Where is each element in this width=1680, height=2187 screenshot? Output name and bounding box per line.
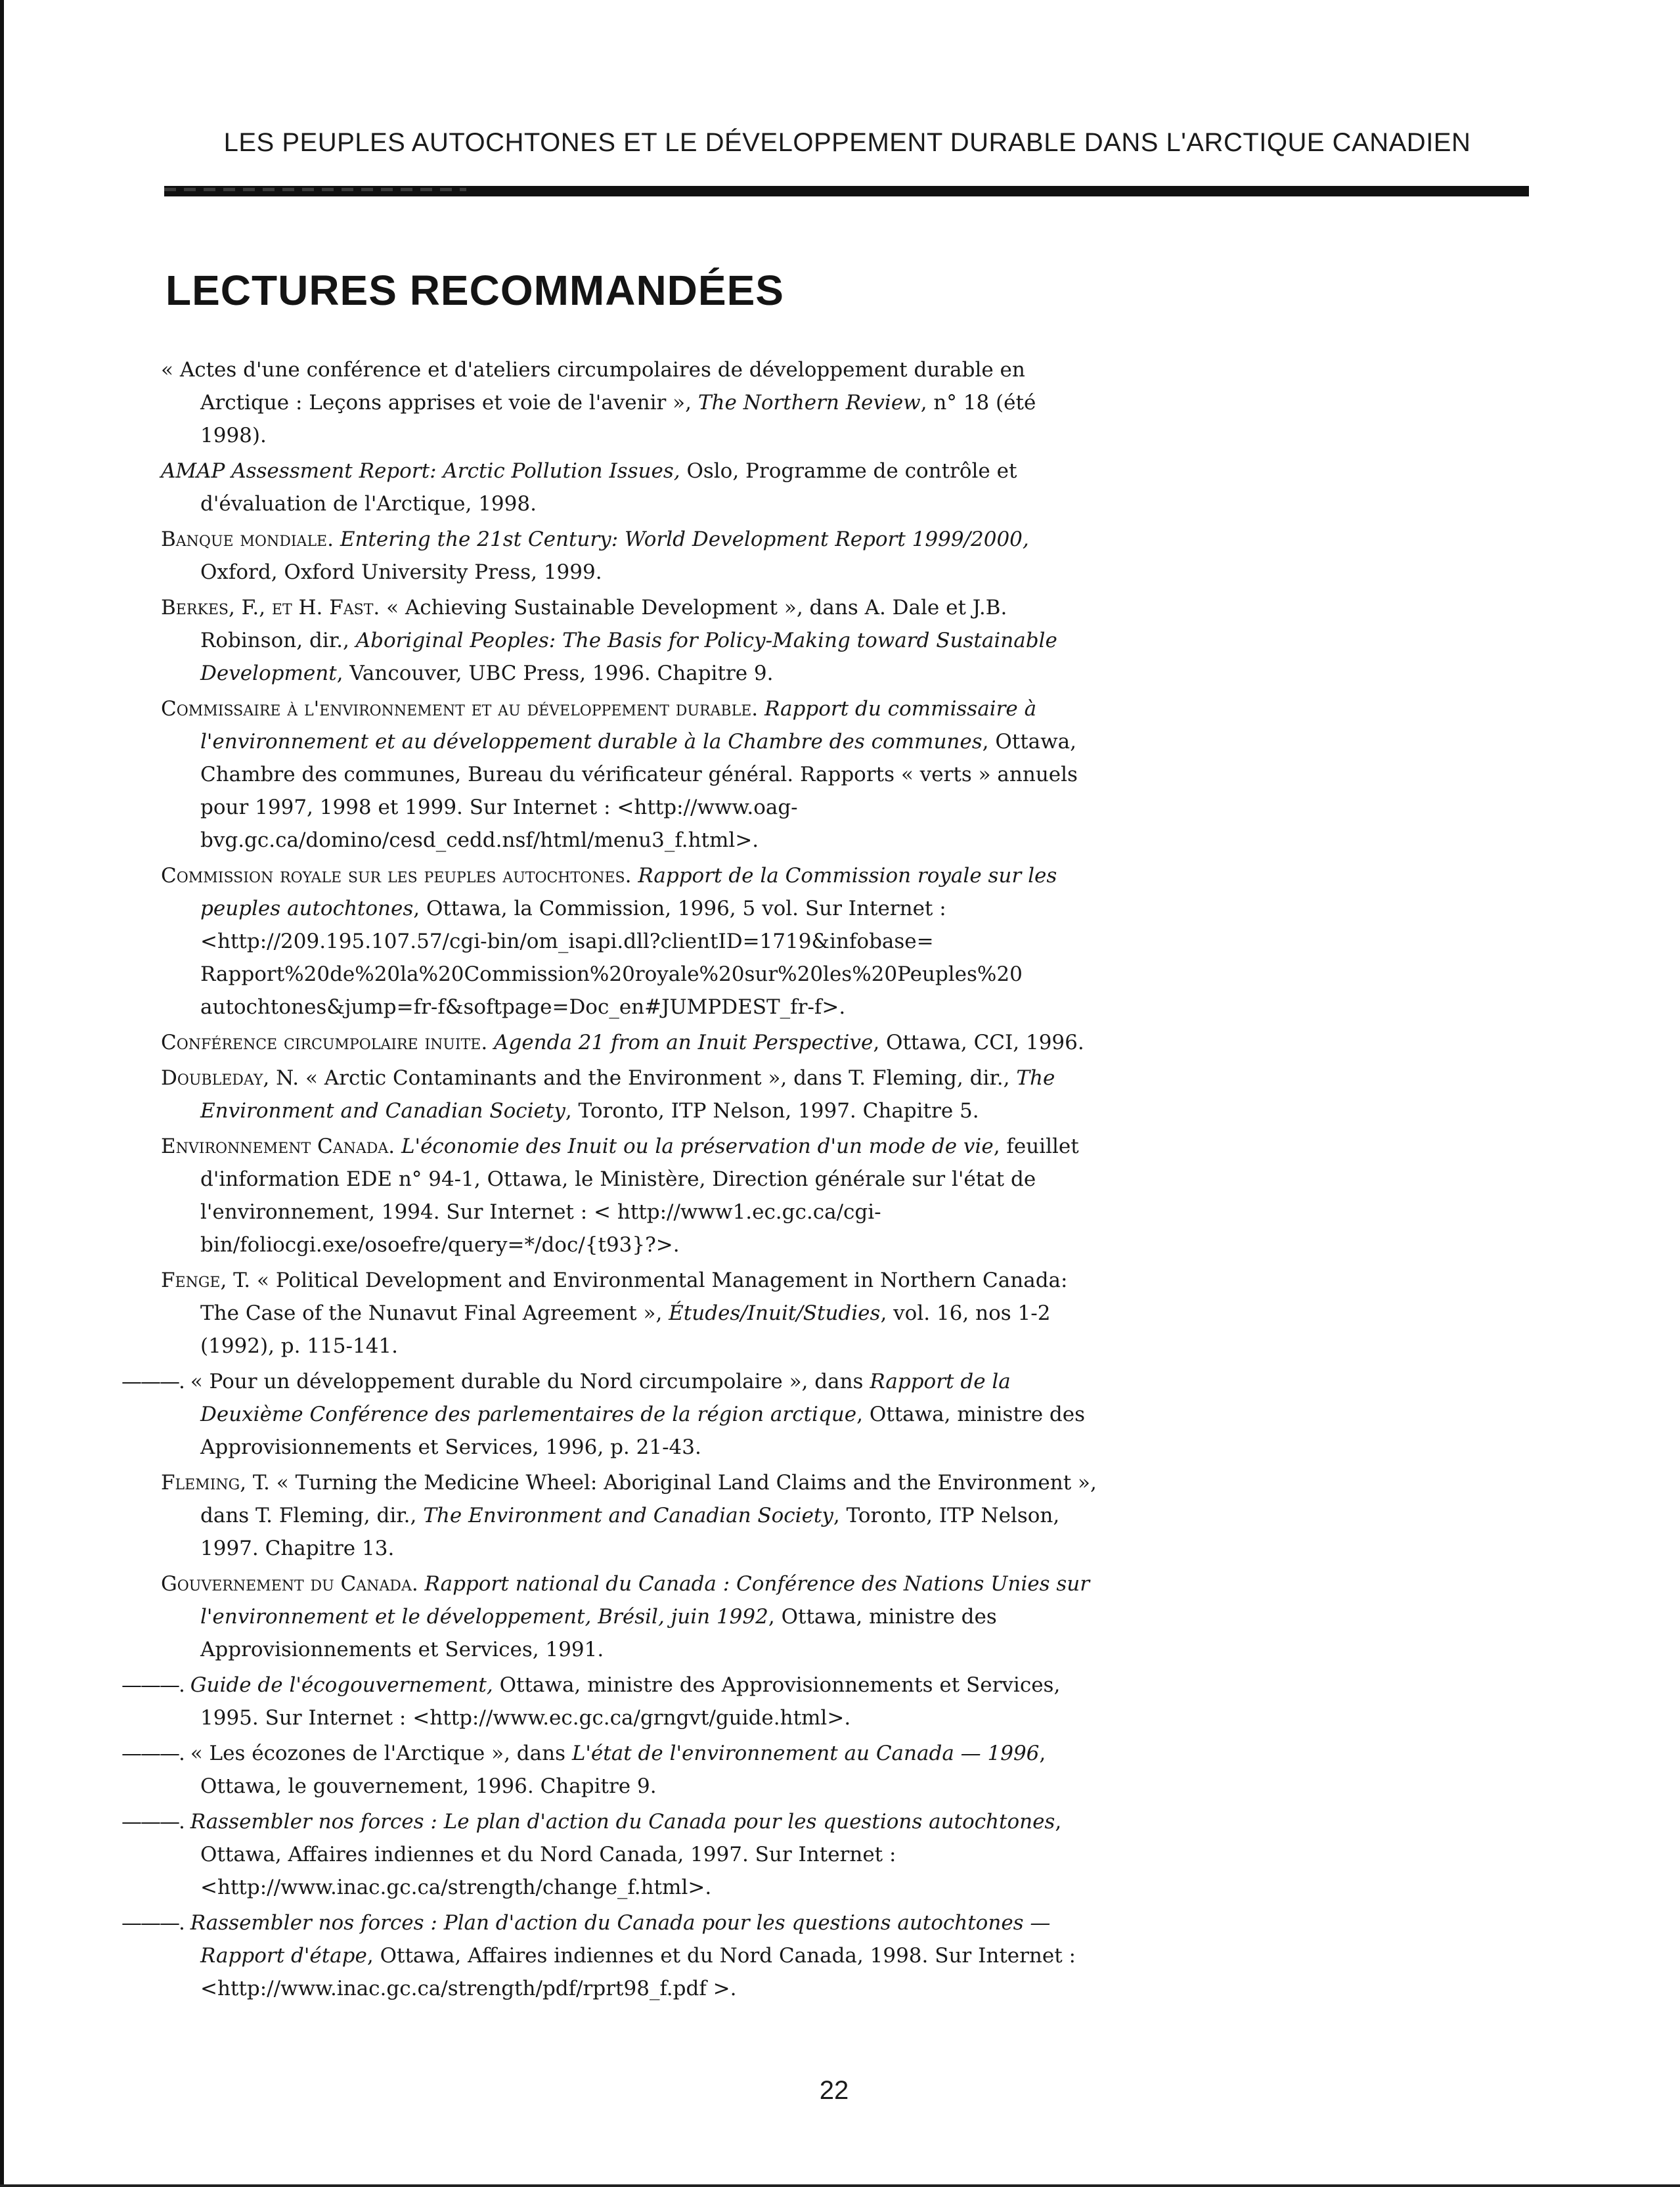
reference-title: The Northern Review xyxy=(697,391,921,415)
reference-title: Guide de l'écogouvernement, xyxy=(190,1673,493,1697)
reference-title: L'économie des Inuit ou la préservation d'un mode de vie xyxy=(401,1135,994,1158)
reference-details: Ottawa, ministre des Approvisionnements et Services, 1995. Sur Internet : <http://www.ec.gc.ca/grngvt/guide.html>. xyxy=(200,1673,1061,1730)
reference-details: , Ottawa, Affaires indiennes et du Nord Canada, 1998. Sur Internet : <http://www.inac.gc.ca/strength/pdf/rprt98_f.pdf >. xyxy=(200,1944,1076,2000)
reference-author: Fleming, xyxy=(161,1471,247,1495)
reference-details: Oxford, Oxford University Press, 1999. xyxy=(200,560,602,584)
repeat-author-dash: ———. xyxy=(122,1370,184,1393)
reference-item xyxy=(122,1365,1107,1464)
reference-item xyxy=(161,1466,1107,1565)
running-header: LES PEUPLES AUTOCHTONES ET LE DÉVELOPPEMENT DURABLE DANS L'ARCTIQUE CANADIEN xyxy=(223,128,1471,157)
reference-item xyxy=(161,1026,1107,1059)
reference-item xyxy=(161,523,1107,589)
reference-title: Rapport du commissaire à l'environnement et au développement durable à la Chambre des communes xyxy=(200,697,1037,754)
reference-item xyxy=(161,1130,1107,1261)
reference-author: Fenge, xyxy=(161,1269,227,1292)
reference-details: , n° 18 (été 1998). xyxy=(200,391,1036,447)
reference-item xyxy=(122,1805,1107,1904)
reference-details: , Ottawa, Affaires indiennes et du Nord Canada, 1997. Sur Internet : <http://www.inac.gc.ca/strength/change_f.html>. xyxy=(200,1810,1062,1899)
section-title: LECTURES RECOMMANDÉES xyxy=(166,267,784,314)
repeat-author-dash: ———. xyxy=(122,1673,184,1697)
reference-title: L'état de l'environnement au Canada — 1996 xyxy=(571,1742,1040,1765)
reference-title: Rapport de la Deuxième Conférence des parlementaires de la région arctique xyxy=(200,1370,1011,1426)
reference-text: T. « Turning the Medicine Wheel: Aboriginal Land Claims and the Environment », dans T. Fleming, dir., xyxy=(200,1471,1097,1527)
reference-text: « Actes d'une conférence et d'ateliers circumpolaires de développement durable en Arctique : Leçons apprises et voie de l'avenir », xyxy=(161,358,1025,415)
reference-text: « Pour un développement durable du Nord circumpolaire », dans xyxy=(183,1370,870,1393)
page-edge xyxy=(0,0,4,2187)
reference-item xyxy=(161,1264,1107,1363)
repeat-author-dash: ———. xyxy=(122,1810,184,1834)
reference-details: , Ottawa, CCI, 1996. xyxy=(873,1031,1084,1054)
reference-text: « Achieving Sustainable Development », dans A. Dale et J.B. Robinson, dir., xyxy=(200,596,1007,652)
reference-text xyxy=(184,1810,190,1834)
reference-details: , feuillet d'information EDE n° 94-1, Ottawa, le Ministère, Direction générale sur l'état de l'environnement, 1994. Sur Internet : < http://www1.ec.gc.ca/cgi-bin/foliocgi.exe/osoefre/query=*/doc/{t93}?>. xyxy=(200,1135,1079,1257)
reference-text: T. « Political Development and Environmental Management in Northern Canada: The Case of the Nunavut Final Agreement », xyxy=(200,1269,1068,1325)
reference-author: Commissaire à l'environnement et au développement durable. xyxy=(161,697,759,721)
reference-author: Doubleday, xyxy=(161,1066,270,1090)
reference-text: « Les écozones de l'Arctique », dans xyxy=(183,1742,572,1765)
reference-details: , Ottawa, la Commission, 1996, 5 vol. Sur Internet : <http://209.195.107.57/cgi-bin/om_isapi.dll?clientID=1719&infobase= Rapport%20de%20la%20Commission%20royale%20sur%20les%20Peuples%20 autochtones&jump=fr-f&softpage=Doc_en#JUMPDEST_fr-f>. xyxy=(200,897,1023,1019)
page-bottom-edge xyxy=(0,2184,1680,2187)
reference-text xyxy=(758,697,764,721)
reference-item xyxy=(161,1062,1107,1127)
reference-details: , Ottawa, Chambre des communes, Bureau du vérificateur général. Rapports « verts » annuels pour 1997, 1998 et 1999. Sur Internet : <http://www.oag-bvg.gc.ca/domino/cesd_cedd.nsf/html/menu3_f.html>. xyxy=(200,730,1078,852)
reference-text xyxy=(184,1673,190,1697)
reference-details: , Toronto, ITP Nelson, 1997. Chapitre 5. xyxy=(565,1099,979,1123)
reference-title: The Environment and Canadian Society xyxy=(423,1504,833,1527)
reference-text: N. « Arctic Contaminants and the Environment », dans T. Fleming, dir., xyxy=(269,1066,1017,1090)
reference-text xyxy=(334,528,340,551)
reference-item xyxy=(161,692,1107,857)
page-number: 22 xyxy=(819,2076,849,2105)
reference-author: Gouvernement du Canada. xyxy=(161,1572,418,1596)
reference-item xyxy=(161,455,1107,520)
reference-text xyxy=(395,1135,401,1158)
reference-title: The Environment and Canadian Society xyxy=(200,1066,1055,1123)
reference-title: Études/Inuit/Studies xyxy=(669,1301,881,1325)
reference-title: AMAP Assessment Report: Arctic Pollution Issues, xyxy=(161,459,680,483)
reference-title: Agenda 21 from an Inuit Perspective xyxy=(494,1031,873,1054)
reference-item xyxy=(161,591,1107,690)
reference-author: Banque mondiale. xyxy=(161,528,334,551)
reference-item xyxy=(122,1906,1107,2005)
reference-item xyxy=(161,353,1107,452)
header-rule-texture xyxy=(164,188,466,191)
reference-details: , Ottawa, ministre des Approvisionnements et Services, 1991. xyxy=(200,1605,997,1661)
repeat-author-dash: ———. xyxy=(122,1742,184,1765)
reference-title: Rapport de la Commission royale sur les peuples autochtones xyxy=(200,864,1057,920)
bibliography-list xyxy=(122,353,1107,2008)
reference-text xyxy=(418,1572,425,1596)
reference-details: Oslo, Programme de contrôle et d'évaluation de l'Arctique, 1998. xyxy=(200,459,1017,516)
reference-details: , vol. 16, nos 1-2 (1992), p. 115-141. xyxy=(200,1301,1051,1358)
reference-details: , Toronto, ITP Nelson, 1997. Chapitre 13. xyxy=(200,1504,1060,1560)
reference-text xyxy=(487,1031,494,1054)
reference-title: Rassembler nos forces : Le plan d'action du Canada pour les questions autochtones xyxy=(190,1810,1055,1834)
reference-author: Berkes, F., et H. Fast. xyxy=(161,596,380,620)
repeat-author-dash: ———. xyxy=(122,1911,184,1935)
reference-author: Commission royale sur les peuples autochtones. xyxy=(161,864,632,888)
reference-item xyxy=(122,1669,1107,1734)
reference-details: , Vancouver, UBC Press, 1996. Chapitre 9. xyxy=(336,662,774,685)
reference-text xyxy=(184,1911,190,1935)
reference-title: Aboriginal Peoples: The Basis for Policy-Making toward Sustainable Development xyxy=(200,629,1057,685)
reference-author: Environnement Canada. xyxy=(161,1135,395,1158)
reference-title: Entering the 21st Century: World Development Report 1999/2000, xyxy=(340,528,1029,551)
reference-details: , Ottawa, ministre des Approvisionnements et Services, 1996, p. 21-43. xyxy=(200,1403,1086,1459)
reference-author: Conférence circumpolaire inuite. xyxy=(161,1031,488,1054)
reference-item xyxy=(161,1567,1107,1666)
reference-text xyxy=(631,864,638,888)
reference-item xyxy=(161,859,1107,1024)
reference-title: Rassembler nos forces : Plan d'action du Canada pour les questions autochtones — Rapport d'étape xyxy=(190,1911,1051,1968)
reference-title: Rapport national du Canada : Conférence des Nations Unies sur l'environnement et le développement, Brésil, juin 1992 xyxy=(200,1572,1090,1629)
reference-details: , Ottawa, le gouvernement, 1996. Chapitre 9. xyxy=(200,1742,1046,1798)
reference-item xyxy=(122,1737,1107,1803)
